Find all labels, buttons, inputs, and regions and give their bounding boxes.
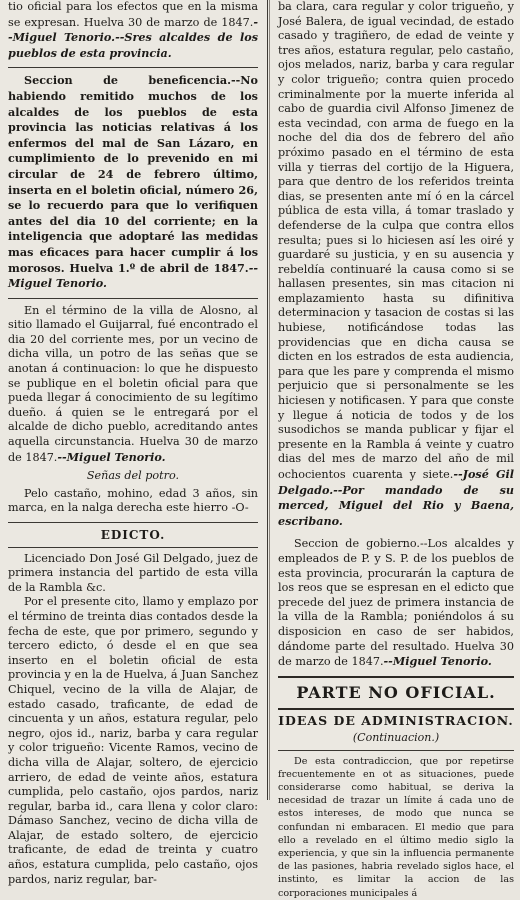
senas-heading: Señas del potro.: [86, 469, 180, 483]
article-continuation-label: (Continuacion.): [352, 730, 440, 744]
senas-text: Pelo castaño, mohino, edad 3 años, sin marca, en la nalga derecha este hierro -O-: [8, 486, 258, 515]
divider: [8, 522, 258, 523]
divider: [278, 750, 514, 751]
divider: [8, 67, 258, 68]
signature: --Miguel Tenorio.--Sres alcaldes de los pueblos de esta provincia.: [8, 14, 258, 60]
notice-continuation: tio oficial para los efectos que en la misma se expresan. Huelva 30 de marzo de 1847.--Miguel Tenorio.--Sres alcaldes de los pueblos de esta provincia.: [8, 0, 258, 60]
edicto-heading: EDICTO.: [100, 528, 166, 542]
left-column: [8, 0, 258, 887]
article-body: De esta contradiccion, que por repetirse frecuentemente en ot as situaciones, puede considerarse como habitual, se deriva la necesidad de trazar un límite á cada uno de estos intereses, de modo que nunca se confundan ni embaracen. El medio que para ello a revelado en el último medio siglo la experiencia, y que sin la influencia permanente de las pasiones, habria revelado siglos hace, el instinto, es limitar la accion de las corporaciones municipales á: [278, 755, 514, 899]
column-divider-secondary: [269, 0, 270, 800]
article-title: IDEAS DE ADMINISTRACION.: [278, 713, 514, 729]
edicto-intro: Licenciado Don José Gil Delgado, juez de primera instancia del partido de esta villa de la Rambla &c.: [8, 551, 258, 594]
signature: --Miguel Tenorio.: [57, 449, 166, 464]
signature: --Miguel Tenorio.: [8, 260, 258, 291]
notice-gobierno: Seccion de gobierno.--Los alcaldes y empleados de P. y S. P. de los pueblos de esta provincia, procurarán la captura de los reos que se espresan en el edicto que precede del juez de primera instancia de la villa de la Rambla; poniéndolos á su disposicion en caso de ser habidos, dándome parte del resultado. Huelva 30 de marzo de 1847.--Miguel Tenorio.: [278, 537, 514, 669]
divider: [8, 298, 258, 299]
signature: --Miguel Tenorio.: [383, 654, 492, 669]
signature: --José Gil Delgado.--Por mandado de su merced, Miguel del Rio y Baena, escribano.: [278, 467, 514, 528]
notice-potro: En el término de la villa de Alosno, al sitio llamado el Guijarral, fué encontrado el dia 20 del corriente mes, por un vecino de dicha villa, un potro de las señas que se anotan á continuacion: lo que he dispuesto se publique en el boletin oficial para que pueda llegar á conocimiento de su legítimo dueño. á quien se le entregará por el alcalde de dicho pueblo, acreditando antes aquella circunstancia. Huelva 30 de marzo de 1847.--Miguel Tenorio.: [8, 303, 258, 464]
edicto-continuation: ba clara, cara regular y color trigueño, y José Balera, de igual vecindad, de estado casado y tragiñero, de edad de veinte y tres años, estatura regular, pelo castaño, ojos melados, nariz, barba y cara regular y color trigueño; contra quien procedo criminalmente por la muerte inferida al cabo de guardia civil Alfonso Jimenez de esta vecindad, con arma de fuego en la noche del dia dos de febrero del año próximo pasado en el término de esta villa y tierras del cortijo de la Higuera, para que dentro de los referidos treinta dias, se presenten ante mí ó en la cárcel pública de esta villa, á tomar traslado y defenderse de la culpa que contra ellos resulta; pues si lo hiciesen así les oiré y guardaré su justicia, y en su ausencia y rebeldía continuaré la causa como si se hallasen presentes, sin mas citacion ni emplazamiento hasta su difinitiva determinacion y tasacion de costas si las hubiese, notificándose todas las providencias que en dicha causa se dicten en los estrados de esta audiencia, para que les pare y comprenda el mismo perjuicio que si personalmente se les hiciesen y notificasen. Y para que conste y llegue á noticia de todos y de los susodichos se manda publicar y fijar el presente en la Rambla á veinte y cuatro dias del mes de marzo del año de mil ochocientos cuarenta y siete.--José Gil Delgado.--Por mandado de su merced, Miguel del Rio y Baena, escribano.: [278, 0, 514, 528]
right-column: [278, 0, 514, 900]
section-title: PARTE NO OFICIAL.: [278, 676, 514, 711]
notice-beneficencia: Seccion de beneficencia.--No habiendo remitido muchos de los alcaldes de los pueblos de esta provincia las noticias relativas á los enfermos del mal de San Lázaro, en cumplimiento de lo prevenido en mi circular de 24 de febrero último, inserta en el boletin oficial, número 26, se lo recuerdo para que lo verifiquen antes del dia 10 del corriente; en la inteligencia que adoptaré las medidas mas eficaces para hacer cumplir á los morosos. Huelva 1.º de abril de 1847.--Miguel Tenorio.: [8, 73, 258, 291]
column-divider: [267, 0, 268, 800]
divider: [8, 547, 258, 548]
edicto-body: Por el presente cito, llamo y emplazo por el término de treinta dias contados desde la fecha de este, que por primero, segundo y tercero edicto, ó desde el en que sea inserto en el boletin oficial de esta provincia y en la de Huelva, á Juan Sanchez Chiquel, vecino de la villa de Alajar, de estado casado, traficante, de edad de cincuenta y un años, estatura regular, pelo negro, ojos id., nariz, barba y cara regular y color trigueño: Vicente Ramos, vecino de dicha villa de Alajar, soltero, de ejercicio arriero, de edad de veinte años, estatura cumplida, pelo castaño, ojos pardos, nariz regular, barba id., cara llena y color claro: Dámaso Sanchez, vecino de dicha villa de Alajar, de estado soltero, de ejercicio traficante, de edad de treinta y cuatro años, estatura cumplida, pelo castaño, ojos pardos, nariz regular, bar-: [8, 595, 258, 886]
